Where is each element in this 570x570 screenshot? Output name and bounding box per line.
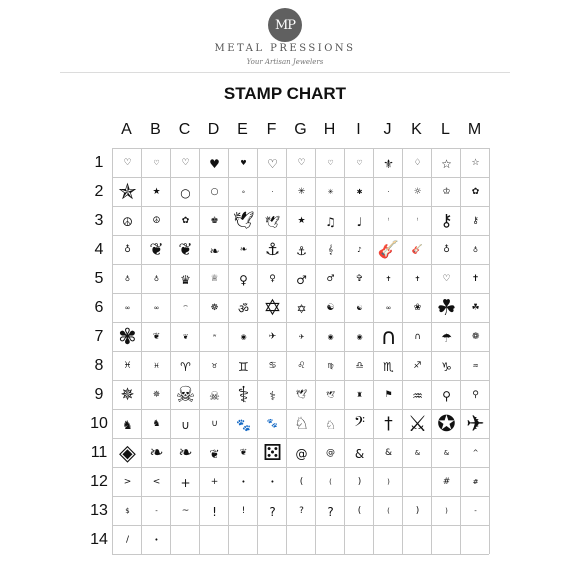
row-header-5: 5: [94, 270, 104, 287]
stamp-cell-h13: ?: [327, 504, 334, 519]
stamp-cell-c9: ☠: [175, 382, 196, 408]
stamp-cell-a13: $: [125, 507, 130, 515]
stamp-cell-b11: ❧: [149, 443, 164, 463]
stamp-cell-j12: ): [387, 478, 390, 486]
stamp-cell-h3: ♫: [325, 214, 336, 229]
stamp-cell-e7: ◉: [240, 333, 247, 341]
stamp-cell-b4: ❦: [149, 240, 164, 260]
stamp-cell-c6: ⌔: [182, 304, 189, 312]
stamp-cell-f9: ⚕: [269, 388, 276, 403]
stamp-cell-l10: ✪: [437, 411, 456, 437]
stamp-cell-h7: ◉: [327, 333, 334, 341]
stamp-cell-i8: ♎: [355, 361, 364, 371]
stamp-cell-k2: ☼: [413, 187, 422, 197]
stamp-cell-k3: ꜝ: [416, 217, 419, 225]
stamp-cell-i10: 𝄢: [354, 414, 365, 434]
stamp-cell-e2: ∘: [241, 188, 246, 196]
row-header-8: 8: [94, 357, 104, 374]
stamp-cell-k10: ⚔: [407, 411, 428, 437]
stamp-cell-f14: [258, 526, 287, 555]
stamp-cell-b14: •: [154, 536, 159, 544]
stamp-cell-j6: ∞: [385, 304, 392, 312]
stamp-cell-j13: (: [387, 507, 390, 515]
stamp-cell-h14: [316, 526, 345, 555]
stamp-cell-d13: !: [212, 504, 217, 519]
stamp-cell-g8: ♌: [297, 361, 306, 371]
stamp-cell-g6: ✡: [296, 301, 307, 316]
stamp-cell-j8: ♏: [383, 359, 394, 374]
row-header-14: 14: [90, 531, 108, 548]
stamp-cell-f13: ?: [269, 504, 276, 519]
stamp-cell-e9: ⚕: [237, 382, 250, 408]
page-title: STAMP CHART: [223, 84, 347, 103]
stamp-cell-l5: ♡: [442, 274, 451, 284]
stamp-cell-j11: &: [384, 448, 393, 458]
stamp-cell-m9: ⚲: [472, 390, 479, 400]
stamp-cell-f6: ✡: [263, 295, 282, 321]
column-header-h: H: [323, 121, 336, 138]
stamp-cell-c2: ○: [180, 185, 191, 200]
stamp-cell-a5: ♁: [124, 275, 131, 283]
stamp-cell-m8: ♒: [472, 362, 479, 370]
column-header-f: F: [266, 121, 277, 138]
stamp-cell-k8: ♐: [413, 361, 422, 371]
stamp-cell-i13: (: [357, 506, 362, 516]
stamp-cell-j1: ⚜: [383, 156, 394, 171]
stamp-cell-g2: ✳: [297, 187, 306, 197]
stamp-cell-j2: ·: [387, 188, 390, 196]
stamp-cell-g11: @: [295, 446, 308, 461]
stamp-cell-e14: [229, 526, 258, 555]
stamp-cell-b2: ★: [152, 187, 161, 197]
stamp-cell-m13: -: [474, 507, 477, 515]
stamp-cell-a2: ✯: [118, 179, 137, 205]
stamp-cell-f12: •: [270, 478, 275, 486]
stamp-cell-d4: ❧: [209, 243, 220, 258]
stamp-cell-i9: ♜: [356, 391, 363, 399]
stamp-cell-b9: ✵: [152, 390, 161, 400]
stamp-cell-d11: ❦: [209, 446, 220, 461]
stamp-cell-d9: ☠: [209, 388, 220, 403]
stamp-cell-l13: ): [445, 507, 448, 515]
stamp-cell-k11: &: [414, 449, 421, 457]
stamp-cell-i1: ♡: [356, 159, 363, 167]
stamp-cell-e13: !: [241, 506, 246, 516]
stamp-cell-d8: ♉: [211, 362, 218, 370]
stamp-cell-j10: †: [384, 414, 393, 434]
stamp-cell-e6: ॐ: [238, 301, 249, 316]
stamp-cell-h6: ☯: [326, 303, 335, 313]
stamp-cell-g3: ★: [297, 216, 306, 226]
stamp-cell-f2: ·: [271, 188, 274, 196]
stamp-cell-k7: ∩: [414, 332, 421, 342]
stamp-cell-j3: ꜝ: [387, 217, 390, 225]
stamp-cell-h5: ♂: [326, 274, 335, 284]
row-header-2: 2: [94, 183, 104, 200]
stamp-cell-l9: ⚲: [442, 388, 451, 403]
stamp-cell-m10: ✈: [466, 411, 485, 437]
stamp-cell-i6: ☯: [356, 304, 363, 312]
stamp-cell-f4: ⚓: [264, 240, 281, 260]
stamp-cell-c3: ✿: [181, 216, 190, 226]
stamp-cell-f3: 🕊: [264, 214, 281, 229]
stamp-cell-a12: >: [123, 477, 132, 487]
stamp-cell-c7: ❦: [182, 333, 189, 341]
row-header-11: 11: [90, 444, 108, 461]
stamp-cell-j14: [374, 526, 403, 555]
stamp-cell-g1: ♡: [297, 158, 306, 168]
stamp-cell-l6: ☘: [436, 295, 457, 321]
stamp-cell-j9: ⚑: [384, 390, 393, 400]
stamp-cell-a4: ♁: [124, 245, 131, 255]
stamp-cell-b8: ♓: [153, 362, 160, 370]
brand-name: METAL PRESSIONS: [214, 43, 356, 54]
stamp-cell-a1: ♡: [123, 158, 132, 168]
stamp-cell-f8: ♋: [268, 361, 277, 371]
column-header-m: M: [467, 121, 482, 138]
stamp-cell-d14: [200, 526, 229, 555]
stamp-cell-m1: ☆: [471, 158, 480, 168]
stamp-cell-j4: 🎸: [377, 240, 400, 260]
row-header-3: 3: [94, 212, 104, 229]
stamp-cell-a3: ☮: [122, 214, 133, 229]
stamp-cell-e8: ♊: [238, 359, 249, 374]
stamp-cell-g13: ?: [299, 506, 304, 516]
column-header-e: E: [237, 121, 248, 138]
column-header-a: A: [121, 121, 132, 138]
stamp-cell-c1: ♡: [181, 158, 190, 168]
stamp-cell-j5: ✝: [385, 275, 392, 283]
column-header-g: G: [294, 121, 307, 138]
stamp-cell-i11: &: [354, 446, 365, 461]
row-header-12: 12: [90, 473, 108, 490]
stamp-cell-d10: ∪: [211, 419, 218, 429]
stamp-cell-m7: ❁: [471, 332, 480, 342]
stamp-cell-h12: (: [329, 478, 332, 486]
column-header-d: D: [207, 121, 220, 138]
stamp-cell-l11: &: [443, 449, 450, 457]
stamp-cell-d12: +: [210, 477, 219, 487]
stamp-cell-k14: [403, 526, 432, 555]
stamp-cell-c13: ~: [181, 506, 190, 516]
stamp-cell-d2: ○: [210, 187, 219, 197]
stamp-cell-b10: ♞: [152, 419, 161, 429]
column-header-i: I: [356, 121, 361, 138]
stamp-cell-j7: ∩: [380, 324, 397, 350]
row-header-10: 10: [90, 415, 108, 432]
stamp-cell-m2: ✿: [471, 187, 480, 197]
stamp-cell-a6: ∞: [124, 304, 131, 312]
stamp-cell-d7: ʷ: [212, 333, 217, 341]
stamp-cell-h4: 𝄞: [327, 245, 334, 255]
stamp-cell-i7: ◉: [356, 333, 363, 341]
stamp-cell-g9: 🕊: [295, 390, 308, 400]
stamp-cell-i2: ✱: [356, 188, 363, 196]
stamp-cell-c4: ❦: [178, 240, 193, 260]
column-header-c: C: [178, 121, 191, 138]
stamp-cell-d5: ♕: [210, 274, 219, 284]
stamp-cell-f1: ♡: [267, 156, 278, 171]
stamp-cell-f11: ⚄: [262, 440, 283, 466]
stamp-cell-b13: -: [155, 507, 158, 515]
stamp-cell-k1: ♢: [413, 158, 422, 168]
stamp-cell-k13: ): [415, 506, 420, 516]
stamp-cell-k5: ✝: [414, 275, 421, 283]
stamp-cell-c12: +: [180, 475, 191, 490]
row-header-7: 7: [94, 328, 104, 345]
stamp-cell-h9: 🕊: [326, 391, 335, 399]
logo-text: MP: [274, 17, 296, 33]
stamp-cell-e11: ❦: [239, 448, 248, 458]
stamp-cell-b12: <: [152, 477, 161, 487]
stamp-cell-g7: ✈: [298, 333, 305, 341]
stamp-cell-f7: ✈: [268, 332, 277, 342]
stamp-cell-b3: ☮: [152, 216, 161, 226]
stamp-cell-l12: #: [442, 477, 451, 487]
stamp-cell-f10: 🐾: [266, 419, 279, 429]
stamp-cell-h10: ♘: [325, 417, 336, 432]
stamp-cell-i5: ✞: [355, 274, 364, 284]
stamp-cell-l2: ♔: [442, 187, 451, 197]
stamp-cell-m5: ✝: [471, 274, 480, 284]
stamp-cell-h1: ♡: [327, 159, 334, 167]
stamp-cell-k9: ♒: [412, 388, 423, 403]
stamp-cell-c14: [171, 526, 200, 555]
stamp-cell-m3: ⚷: [472, 216, 479, 226]
stamp-cell-a9: ✵: [120, 385, 135, 405]
stamp-cell-e4: ❧: [239, 245, 248, 255]
stamp-cell-e1: ♥: [240, 159, 247, 167]
stamp-cell-d1: ♥: [209, 156, 220, 171]
column-header-j: J: [383, 121, 392, 138]
stamp-cell-i12: ): [357, 477, 362, 487]
stamp-cell-m11: ^: [472, 449, 479, 457]
stamp-cell-e10: 🐾: [236, 417, 251, 432]
column-header-k: K: [411, 121, 422, 138]
stamp-cell-c11: ❧: [178, 443, 193, 463]
stamp-cell-b7: ❦: [152, 332, 161, 342]
row-header-6: 6: [94, 299, 104, 316]
stamp-cell-l4: ♁: [443, 245, 450, 255]
stamp-cell-i3: ♩: [356, 214, 363, 229]
stamp-cell-a11: ◈: [119, 440, 136, 466]
stamp-cell-b1: ♡: [153, 159, 160, 167]
stamp-cell-m6: ☘: [471, 303, 480, 313]
column-header-b: B: [150, 121, 161, 138]
stamp-cell-a14: /: [125, 535, 130, 545]
stamp-cell-h2: ✳: [327, 188, 334, 196]
stamp-cell-h11: @: [326, 448, 335, 458]
stamp-cell-a8: ♓: [123, 361, 132, 371]
stamp-cell-e3: 🕊: [232, 211, 255, 231]
row-header-4: 4: [94, 241, 104, 258]
stamp-cell-g5: ♂: [296, 272, 307, 287]
stamp-cell-m12: #: [472, 478, 479, 486]
stamp-cell-l3: ⚷: [440, 211, 453, 231]
stamp-cell-l7: ☂: [441, 330, 452, 345]
stamp-cell-a7: ✾: [118, 324, 137, 350]
stamp-cell-c5: ♛: [180, 272, 191, 287]
stamp-cell-c10: ∪: [181, 417, 190, 432]
stamp-cell-d6: ☸: [210, 303, 219, 313]
stamp-cell-b5: ♁: [153, 275, 160, 283]
stamp-cell-g10: ♘: [293, 414, 310, 434]
stamp-cell-k12: [403, 468, 432, 497]
stamp-cell-l8: ♑: [441, 359, 452, 374]
stamp-cell-k4: 🎸: [411, 245, 424, 255]
stamp-cell-a10: ♞: [122, 417, 133, 432]
stamp-cell-l14: [432, 526, 461, 555]
brand-tagline: Your Artisan Jewelers: [246, 58, 324, 66]
stamp-cell-g4: ⚓: [296, 243, 307, 258]
stamp-cell-g14: [287, 526, 316, 555]
row-header-13: 13: [90, 502, 108, 519]
stamp-cell-g12: (: [299, 477, 304, 487]
row-header-9: 9: [94, 386, 104, 403]
stamp-cell-b6: ∞: [153, 304, 160, 312]
stamp-cell-f5: ♀: [269, 274, 276, 284]
column-header-l: L: [441, 121, 450, 138]
stamp-cell-m4: ♁: [472, 246, 479, 254]
stamp-cell-d3: ♚: [210, 216, 219, 226]
stamp-cell-h8: ♍: [327, 362, 334, 370]
stamp-cell-e12: •: [241, 478, 246, 486]
stamp-cell-m14: [461, 526, 490, 555]
stamp-cell-l1: ☆: [441, 156, 452, 171]
stamp-cell-c8: ♈: [180, 359, 191, 374]
stamp-cell-k6: ❀: [413, 303, 422, 313]
stamp-cell-i4: ♪: [357, 246, 362, 254]
stamp-cell-e5: ♀: [239, 272, 248, 287]
row-header-1: 1: [94, 154, 104, 171]
stamp-cell-i14: [345, 526, 374, 555]
